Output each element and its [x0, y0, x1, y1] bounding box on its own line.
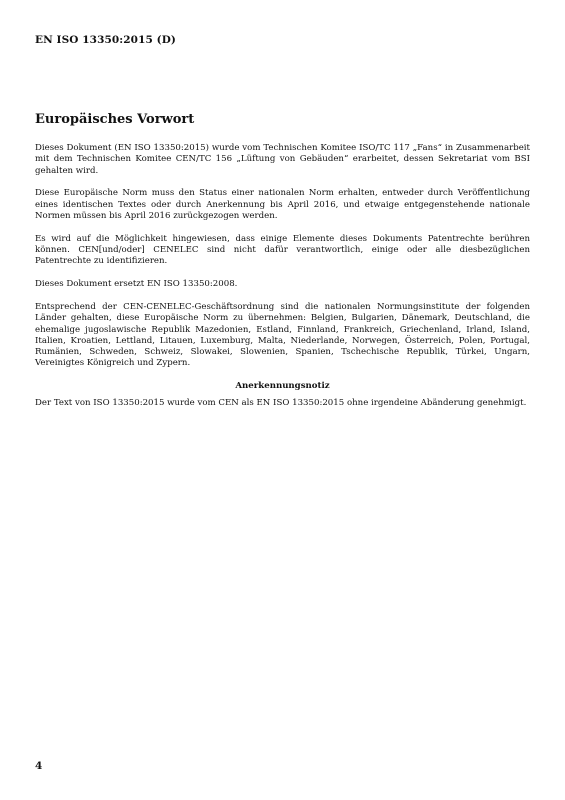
paragraph-patents: Es wird auf die Möglichkeit hingewiesen, dass einige Elemente dieses Dokuments Patentrechte berühren können. CEN[und/oder] CENELEC sind nicht dafür verantwortlich, einige oder alle diesbezüglichen Patentrechte zu identifizieren.: [35, 233, 530, 267]
section-title: Europäisches Vorwort: [35, 112, 195, 127]
paragraph-replaces: Dieses Dokument ersetzt EN ISO 13350:2008.: [35, 279, 238, 290]
page-number: 4: [35, 760, 43, 772]
document-id-header: EN ISO 13350:2015 (D): [35, 34, 176, 46]
endorsement-heading: Anerkennungsnotiz: [235, 381, 330, 392]
document-body: [35, 112, 530, 421]
endorsement-text: Der Text von ISO 13350:2015 wurde vom CEN als EN ISO 13350:2015 ohne irgendeine Abänderung genehmigt.: [35, 398, 527, 409]
paragraph-status: Diese Europäische Norm muss den Status einer nationalen Norm erhalten, entweder durch Veröffentlichung eines identischen Textes oder durch Anerkennung bis April 2016, und etwaige entgegenstehende nationale Normen müssen bis April 2016 zurückgezogen werden.: [35, 188, 530, 221]
paragraph-origin: Dieses Dokument (EN ISO 13350:2015) wurde vom Technischen Komitee ISO/TC 117 „Fans“ in Zusammenarbeit mit dem Technischen Komitee CEN/TC 156 „Lüftung von Gebäuden“ erarbeitet, dessen Sekretariat vom BSI gehalten wird.: [35, 143, 530, 176]
paragraph-countries: Entsprechend der CEN-CENELEC-Geschäftsordnung sind die nationalen Normungsinstitute der folgenden Länder gehalten, diese Europäische Norm zu übernehmen: Belgien, Bulgarien, Dänemark, Deutschland, die ehemalige jugoslawische Republik Mazedonien, Estland, Finnland, Frankreich, Griechenland, Irland, Island, Italien, Kroatien, Lettland, Litauen, Luxemburg, Malta, Niederlande, Norwegen, Österreich, Polen, Portugal, Rumänien, Schweden, Schweiz, Slowakei, Slowenien, Spanien, Tschechische Republik, Türkei, Ungarn, Vereinigtes Königreich und Zypern.: [35, 301, 530, 369]
